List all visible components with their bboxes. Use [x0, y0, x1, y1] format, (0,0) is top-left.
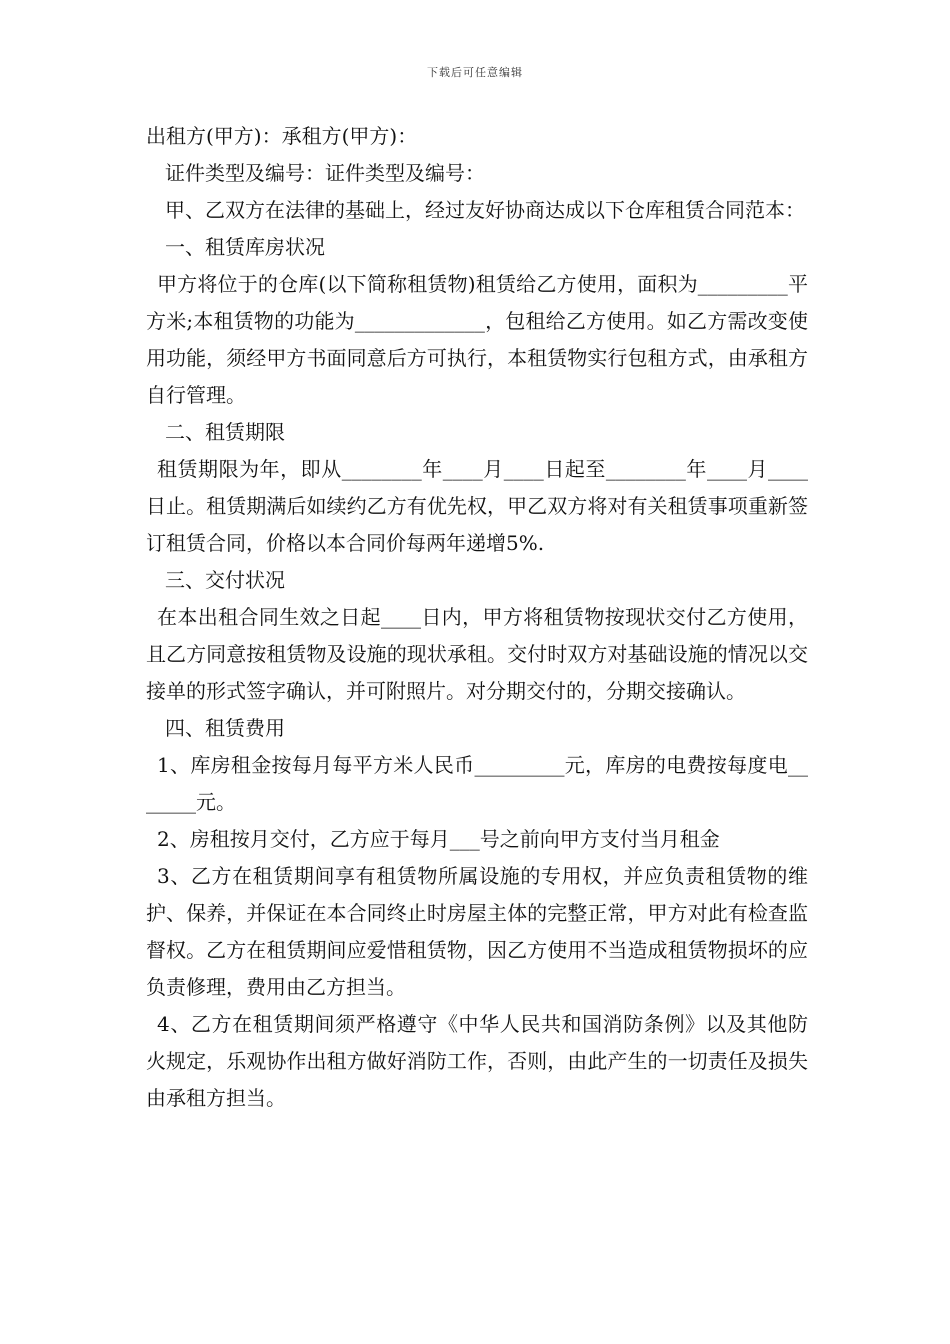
section-4-item-3: 3、乙方在租赁期间享有租赁物所属设施的专用权，并应负责租赁物的维护、保养，并保证在本合同终止时房屋主体的完整正常，甲方对此有检查监督权。乙方在租赁期间应爱惜租赁物，因乙方使用不当造成租赁物损坏的应负责修理，费用由乙方担当。	[146, 864, 808, 999]
section-3-body: 在本出租合同生效之日起____日内，甲方将租赁物按现状交付乙方使用，且乙方同意按租赁物及设施的现状承租。交付时双方对基础设施的情况以交接单的形式签字确认，并可附照片。对分期交付的，分期交接确认。	[146, 605, 808, 703]
section-4-item-4: 4、乙方在租赁期间须严格遵守《中华人民共和国消防条例》以及其他防火规定，乐观协作出租方做好消防工作，否则，由此产生的一切责任及损失由承租方担当。	[146, 1012, 808, 1110]
section-1-title: 一、租赁库房状况	[165, 235, 325, 259]
intro-paragraph: 甲、乙双方在法律的基础上，经过友好协商达成以下仓库租赁合同范本：	[165, 198, 805, 222]
section-4-item-1: 1、库房租金按每月每平方米人民币_________元，库房的电费按每度电_______元。	[146, 753, 808, 814]
section-4-item-2: 2、房租按月交付，乙方应于每月___号之前向甲方支付当月租金	[157, 827, 720, 851]
section-4-title: 四、租赁费用	[165, 716, 285, 740]
section-2-body: 租赁期限为年，即从________年____月____日起至________年____月____日止。租赁期满后如续约乙方有优先权，甲乙双方将对有关租赁事项重新签订租赁合同，价格以本合同价每两年递增5%.	[146, 457, 808, 555]
parties-line: 出租方(甲方)：承租方(甲方)：	[146, 124, 418, 148]
document-body	[146, 118, 808, 1117]
page-header: 下载后可任意编辑	[427, 66, 523, 79]
id-types-line: 证件类型及编号：证件类型及编号：	[165, 161, 485, 185]
section-2-title: 二、租赁期限	[165, 420, 285, 444]
section-3-title: 三、交付状况	[165, 568, 285, 592]
section-1-body: 甲方将位于的仓库(以下简称租赁物)租赁给乙方使用，面积为_________平方米;本租赁物的功能为_____________，包租给乙方使用。如乙方需改变使用功能，须经甲方书面同意后方可执行，本租赁物实行包租方式，由承租方自行管理。	[146, 272, 808, 407]
